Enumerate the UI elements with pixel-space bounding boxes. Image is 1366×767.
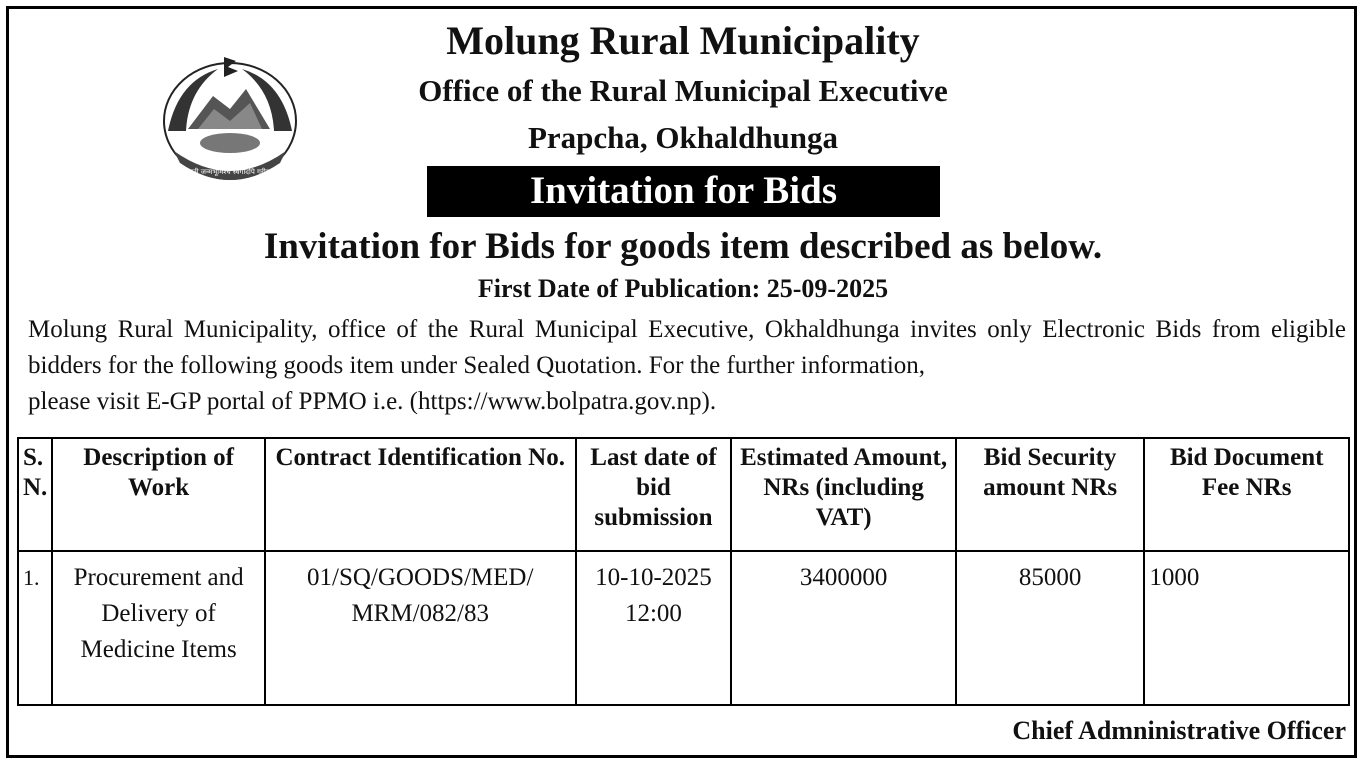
table-row bbox=[18, 551, 1349, 705]
cell-bid-security: 85000 bbox=[956, 551, 1145, 705]
bid-table bbox=[17, 437, 1350, 706]
notice-subheading: Invitation for Bids for goods item described as below. bbox=[263, 226, 1103, 267]
office-name: Office of the Rural Municipal Executive bbox=[418, 73, 948, 108]
header-contract-id: Contract Identification No. bbox=[265, 438, 576, 551]
cell-description: Procurement and Delivery of Medicine Items bbox=[52, 551, 265, 705]
cell-contract-id: 01/SQ/GOODS/MED/ MRM/082/83 bbox=[265, 551, 576, 705]
notice-body bbox=[28, 312, 1346, 420]
org-name: Molung Rural Municipality bbox=[446, 18, 920, 63]
svg-text:जननी जन्मभूमिश्च स्वर्गादपि गर: जननी जन्मभूमिश्च स्वर्गादपि गरीयसी bbox=[183, 168, 277, 176]
header-bid-security: Bid Security amount NRs bbox=[956, 438, 1145, 551]
cell-last-date: 10-10-2025 12:00 bbox=[576, 551, 732, 705]
office-location: Prapcha, Okhaldhunga bbox=[527, 120, 839, 155]
publication-date: First Date of Publication: 25-09-2025 bbox=[477, 274, 889, 303]
notice-body-main: Molung Rural Municipality, office of the Rural Municipal Executive, Okhaldhunga invites only Electronic Bids from eligible bidders for the following goods item under Sealed Quotation. For the further information, bbox=[28, 316, 1346, 379]
header-last-date: Last date of bid submission bbox=[576, 438, 732, 551]
cell-estimated-amount: 3400000 bbox=[731, 551, 955, 705]
nepal-emblem-icon bbox=[158, 51, 302, 187]
header-estimated-amount: Estimated Amount, NRs (including VAT) bbox=[731, 438, 955, 551]
header-description: Description of Work bbox=[52, 438, 265, 551]
header-document-fee: Bid Document Fee NRs bbox=[1144, 438, 1349, 551]
notice-body-portal: please visit E-GP portal of PPMO i.e. (https://www.bolpatra.gov.np). bbox=[28, 388, 717, 415]
signatory: Chief Admninistrative Officer bbox=[1012, 716, 1346, 745]
header-sn: S. N. bbox=[18, 438, 52, 551]
cell-document-fee: 1000 bbox=[1144, 551, 1349, 705]
table-header-row bbox=[18, 438, 1349, 551]
invitation-banner: Invitation for Bids bbox=[427, 166, 940, 217]
cell-sn: 1. bbox=[18, 551, 52, 705]
